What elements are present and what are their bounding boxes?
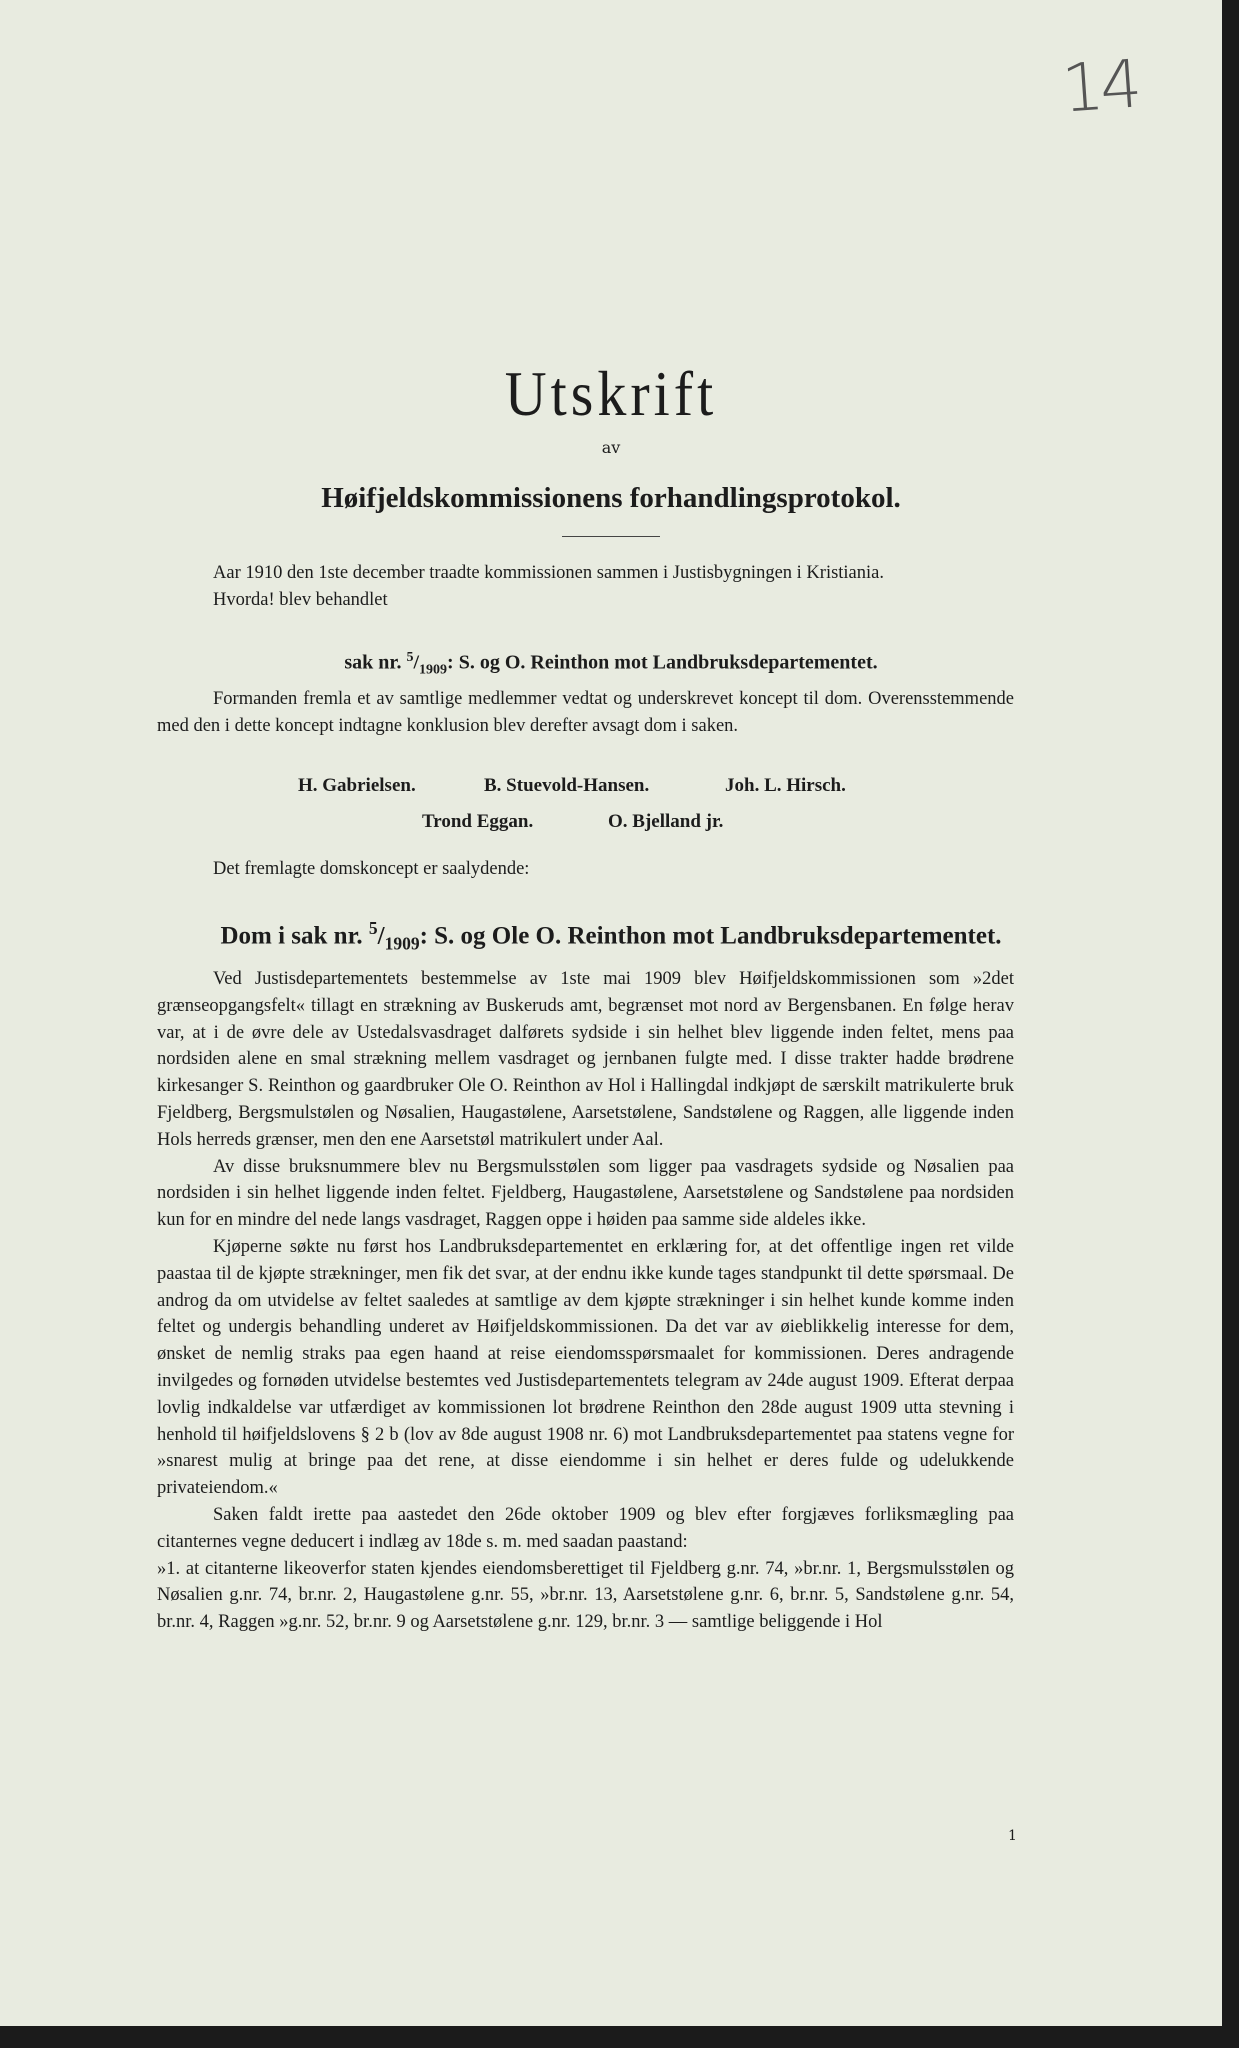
intro-paragraph: Aar 1910 den 1ste december traadte kommissionen sammen i Justisbygningen i Kristiania. bbox=[213, 563, 884, 583]
title-rule bbox=[562, 536, 660, 537]
body-paragraph-3: Kjøperne søkte nu først hos Landbruksdepartementet en erklæring for, at det offentlige ingen ret vilde paastaa til de kjøpte strækninger, men fik det svar, at der endnu ikke kunde tages standpunkt til dette spørsmaal. De androg da om utvidelse av feltet saaledes at samtlige av dem kjøpte strækninger i sin helhet kunde komme inden feltet og undergis behandling underet av Høifjeldskommissionen. Da det var av øieblikkelig interesse for dem, ønsket de nemlig straks paa egen haand at reise eiendomsspørsmaalet for kommissionen. Deres andragende invilgedes og fornøden utvidelse bestemtes ved Justisdepartementets telegram av 24de august 1909. Efterat derpaa lovlig indkaldelse var utfærdiget av kommissionen lot brødrene Reinthon den 28de august 1909 utta stevning i henhold til høifjeldslovens § 2 b (lov av 8de august 1908 nr. 6) mot Landbruksdepartementet paa statens vegne for »snarest mulig at bringe paa det rene, at disse eiendomme i sin helhet er deres fulde og udelukkende privateiendom.« bbox=[157, 1236, 1014, 1499]
domskoncept-line: Det fremlagte domskoncept er saalydende: bbox=[213, 859, 530, 879]
case-parties: : S. og O. Reinthon mot Landbruksdepartementet. bbox=[447, 651, 878, 674]
signature-hirsch: Joh. L. Hirsch. bbox=[725, 775, 846, 796]
signature-bjelland: O. Bjelland jr. bbox=[608, 811, 724, 832]
protocol-heading: Høifjeldskommissionens forhandlingsprotokol. bbox=[321, 482, 901, 514]
intro-handled: Hvorda! blev behandlet bbox=[213, 589, 388, 610]
judgment-number: 5 bbox=[368, 918, 378, 938]
judgment-parties: : S. og Ole O. Reinthon mot Landbruksdepartementet. bbox=[419, 922, 1002, 950]
domskoncept-block bbox=[157, 856, 1014, 883]
judgment-prefix: Dom i sak nr. bbox=[220, 922, 363, 950]
formanden-paragraph: Formanden fremla et av samtlige medlemmer vedtat og underskrevet koncept til dom. Overensstemmende med den i dette koncept indtagne konklusion blev derefter avsagt dom i saken. bbox=[157, 689, 1014, 736]
body-paragraph-2: Av disse bruksnummere blev nu Bergsmulsstølen som ligger paa vasdragets sydside og Nøsalien paa nordsiden i sin helhet liggende inden feltet. Fjeldberg, Haugastølene, Aarsetstølene og Sandstølene paa nordsiden kun for en mindre del nede langs vasdraget, Raggen oppe i høiden paa samme side aldeles ikke. bbox=[157, 1156, 1014, 1231]
signature-eggan: Trond Eggan. bbox=[422, 811, 534, 832]
case-year: 1909 bbox=[419, 662, 448, 678]
judgment-body bbox=[157, 966, 1014, 1636]
signature-stuevold-hansen: B. Stuevold-Hansen. bbox=[484, 775, 650, 796]
case-prefix: sak nr. bbox=[344, 651, 402, 674]
body-paragraph-1: Ved Justisdepartementets bestemmelse av 1ste mai 1909 blev Høifjeldskommissionen som »2det grænseopgangsfelt« tillagt en strækning av Buskeruds amt, begrænset mot nord av Bergensbanen. En følge herav var, at i de øvre dele av Ustedalsvasdraget dalførets sydside i sin helhet blev liggende inden feltet, mens paa nordsiden alene en smal strækning mellem vasdraget og jernbanen fulgte med. I disse trakter hadde brødrene kirkesanger S. Reinthon og gaardbruker Ole O. Reinthon av Hol i Hallingdal indkjøpt de særskilt matrikulerte bruk Fjeldberg, Bergsmulstølen og Nøsalien, Haugastølene, Aarsetstølene, Sandstølene og Raggen, alle liggende inden Hols herreds grænser, men den ene Aarsetstøl matrikulert under Aal. bbox=[157, 969, 1014, 1150]
judgment-year: 1909 bbox=[384, 933, 420, 954]
title-connector: av bbox=[601, 438, 621, 457]
handwritten-page-number: 14 bbox=[1059, 45, 1141, 128]
body-claim-1: »1. at citanterne likeoverfor staten kjendes eiendomsberettiget til Fjeldberg g.nr. 74, »br.nr. 1, Bergsmulsstølen og Nøsalien g.nr. 74, br.nr. 2, Haugastølene g.nr. 55, »br.nr. 13, Aarsetstølene g.nr. 6, br.nr. 5, Sandstølene g.nr. 54, br.nr. 4, Raggen »g.nr. 52, br.nr. 9 og Aarsetstølene g.nr. 129, br.nr. 3 — samtlige beliggende i Hol bbox=[157, 1558, 1014, 1633]
body-paragraph-4: Saken faldt irette paa aastedet den 26de oktober 1909 og blev efter forgjæves forliksmægling paa citanternes vegne deducert i indlæg av 18de s. m. med saadan paastand: bbox=[157, 1504, 1014, 1552]
document-title: Utskrift bbox=[504, 357, 718, 430]
case-number: 5 bbox=[406, 650, 414, 665]
judgment-heading: Dom i sak nr. $^5/_{1909}$: S. og Ole O. Reinthon mot Landbruksdepartementet. bbox=[220, 918, 1002, 954]
formanden-block bbox=[157, 686, 1014, 740]
intro-block bbox=[157, 560, 1014, 614]
signature-gabrielsen: H. Gabrielsen. bbox=[298, 775, 416, 796]
page-number: 1 bbox=[1008, 1828, 1017, 1844]
case-title: sak nr. $^5/_{1909}$: S. og O. Reinthon mot Landbruksdepartementet. bbox=[344, 650, 878, 678]
